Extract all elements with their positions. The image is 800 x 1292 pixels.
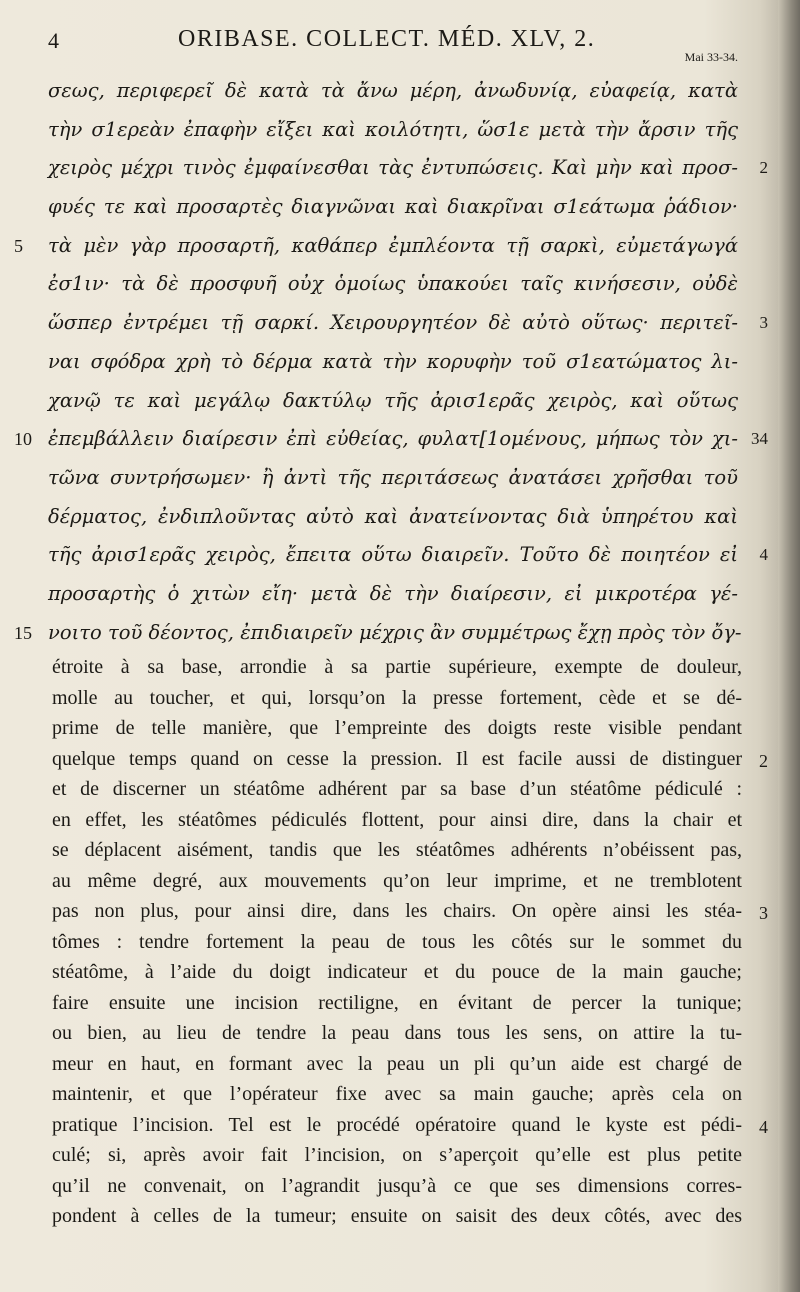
greek-line — [48, 72, 738, 111]
line-number: 10 — [14, 429, 32, 450]
french-line-text: qu’il ne convenait, on l’agrandit jusqu’à ce que ses dimensions corres- — [52, 1174, 742, 1197]
section-marker: 2 — [759, 750, 768, 771]
french-line-text: étroite à sa base, arrondie à sa partie supérieure, exempte de douleur, — [52, 656, 742, 678]
french-line — [52, 1140, 742, 1171]
french-line — [52, 835, 742, 866]
greek-text-block — [14, 72, 768, 652]
french-line — [52, 1171, 742, 1202]
french-line — [52, 774, 742, 805]
french-line-text: pas non plus, pour ainsi dire, dans les chairs. On opère ainsi les stéa- — [52, 900, 742, 922]
greek-line — [14, 420, 768, 459]
greek-line-text: δέρματος, ἐνδιπλοῦντας αὐτὸ καὶ ἀνατείνοντας διὰ ὑπηρέτου καὶ — [48, 504, 738, 528]
greek-line — [48, 149, 768, 188]
french-line — [52, 652, 742, 683]
greek-line-text: τὰ μὲν γὰρ προσαρτῆ, καθάπερ ἐμπλέοντα τῇ σαρκὶ, εὐμετάγωγά — [48, 233, 738, 257]
french-line — [52, 1079, 742, 1110]
french-line — [52, 744, 768, 775]
greek-line — [14, 227, 738, 266]
french-line-text: faire ensuite une incision rectiligne, en évitant de percer la tunique; — [52, 991, 742, 1014]
french-line-text: culé; si, après avoir fait l’incision, on s’aperçoit qu’elle est plus petite — [52, 1144, 742, 1166]
french-line — [52, 988, 742, 1019]
french-line-text: ou bien, au lieu de tendre la peau dans tous les sens, on attire la tu- — [52, 1022, 742, 1044]
french-line-text: se déplacent aisément, tandis que les stéatômes adhérents n’obéissent pas, — [52, 839, 742, 861]
greek-line — [48, 265, 738, 304]
page-number: 4 — [48, 28, 59, 53]
french-line-text: et de discerner un stéatôme adhérent par sa base d’un stéatôme pédiculé : — [52, 778, 742, 800]
french-line-text: stéatôme, à l’aide du doigt indicateur et du pouce de la main gauche; — [52, 961, 742, 983]
french-line — [52, 927, 742, 958]
line-number: 5 — [14, 235, 23, 256]
french-line — [52, 1018, 742, 1049]
section-marker: 4 — [759, 1116, 768, 1137]
french-line — [52, 713, 742, 744]
greek-line-text: φυές τε καὶ προσαρτὲς διαγνῶναι καὶ διακρῖναι σ1εάτωμα ῥάδιον· — [48, 195, 738, 219]
greek-line-text: νοιτο τοῦ δέοντος, ἐπιδιαιρεῖν μέχρις ἂν συμμέτρως ἔχῃ πρὸς τὸν ὄγ- — [48, 620, 742, 644]
french-line-text: maintenir, et que l’opérateur fixe avec sa main gauche; après cela on — [52, 1083, 742, 1105]
page-header — [48, 26, 738, 64]
greek-line — [48, 382, 738, 421]
french-line — [52, 805, 742, 836]
french-line — [52, 1201, 742, 1232]
french-line — [52, 1049, 742, 1080]
manuscript-reference: Mai 33-34. — [684, 50, 738, 64]
section-marker: 3 — [759, 313, 768, 333]
french-line — [52, 1110, 768, 1141]
section-marker: 3 — [759, 903, 768, 923]
french-line — [52, 683, 742, 714]
greek-line-text: τὴν σ1ερεὰν ἐπαφὴν εἴξει καὶ κοιλότητι, ὥσ1ε μετὰ τὴν ἄρσιν τῆς — [48, 117, 738, 141]
greek-line — [48, 536, 768, 575]
section-marker: 2 — [759, 158, 768, 178]
greek-line-text: ὥσπερ ἐντρέμει τῇ σαρκί. Χειρουργητέον δὲ αὐτὸ οὕτως· περιτεῖ- — [48, 311, 738, 335]
french-line — [52, 896, 768, 927]
greek-line — [48, 343, 738, 382]
greek-line — [48, 498, 738, 537]
greek-line — [48, 304, 768, 343]
greek-line — [48, 188, 738, 227]
section-marker: 34 — [751, 429, 768, 449]
greek-line — [48, 575, 738, 614]
running-title: ORIBASE. COLLECT. MÉD. XLV, 2. — [178, 26, 596, 52]
greek-line-text: τῆς ἀρισ1ερᾶς χειρὸς, ἔπειτα οὕτω διαιρεῖν. Τοῦτο δὲ ποιητέον εἰ — [48, 543, 738, 567]
french-line-text: molle au toucher, et qui, lorsqu’on la presse fortement, cède et se dé- — [52, 686, 742, 709]
greek-line-text: χειρὸς μέχρι τινὸς ἐμφαίνεσθαι τὰς ἐντυπώσεις. Καὶ μὴν καὶ προσ- — [48, 156, 738, 180]
greek-line-text: ἐσ1ιν· τὰ δὲ προσφυῆ οὐχ ὁμοίως ὑπακούει ταῖς κινήσεσιν, οὐδὲ — [48, 272, 738, 296]
greek-line-text: προσαρτὴς ὁ χιτὼν εἴη· μετὰ δὲ τὴν διαίρεσιν, εἰ μικροτέρα γέ- — [48, 581, 738, 605]
french-line — [52, 957, 742, 988]
french-line-text: en effet, les stéatômes pédiculés flottent, pour ainsi dire, dans la chair et — [52, 808, 742, 831]
page-edge-shadow — [778, 0, 800, 1292]
french-line-text: prime de telle manière, que l’empreinte des doigts reste visible pendant — [52, 717, 742, 739]
greek-line — [48, 111, 738, 150]
greek-line-text: χανῷ τε καὶ μεγάλῳ δακτύλῳ τῆς ἀρισ1ερᾶς χειρὸς, καὶ οὕτως — [48, 388, 738, 412]
greek-line — [48, 459, 738, 498]
french-line-text: meur en haut, en formant avec la peau un pli qu’un aide est chargé de — [52, 1052, 742, 1075]
french-line — [52, 866, 742, 897]
greek-line-text: ἐπεμβάλλειν διαίρεσιν ἐπὶ εὐθείας, φυλατ[1ομένους, μήπως τὸν χι- — [48, 427, 738, 451]
greek-line — [14, 614, 742, 653]
section-marker: 4 — [759, 545, 768, 565]
greek-line-text: ναι σφόδρα χρὴ τὸ δέρμα κατὰ τὴν κορυφὴν τοῦ σ1εατώματος λι- — [48, 349, 738, 373]
line-number: 15 — [14, 622, 32, 643]
french-line-text: au même degré, aux mouvements qu’on leur imprime, et ne tremblotent — [52, 869, 742, 892]
greek-line-text: σεως, περιφερεῖ δὲ κατὰ τὰ ἄνω μέρη, ἀνωδυνίᾳ, εὐαφείᾳ, κατὰ — [48, 79, 738, 102]
french-translation-block — [52, 652, 768, 1232]
french-line-text: pondent à celles de la tumeur; ensuite on saisit des deux côtés, avec des — [52, 1205, 742, 1227]
greek-line-text: τῶνα συντρήσωμεν· ἢ ἀντὶ τῆς περιτάσεως ἀνατάσει χρῆσθαι τοῦ — [48, 465, 738, 489]
french-line-text: quelque temps quand on cesse la pression. Il est facile aussi de distinguer — [52, 747, 742, 770]
french-line-text: pratique l’incision. Tel est le procédé opératoire quand le kyste est pédi- — [52, 1113, 742, 1136]
french-line-text: tômes : tendre fortement la peau de tous les côtés sur le sommet du — [52, 930, 742, 953]
